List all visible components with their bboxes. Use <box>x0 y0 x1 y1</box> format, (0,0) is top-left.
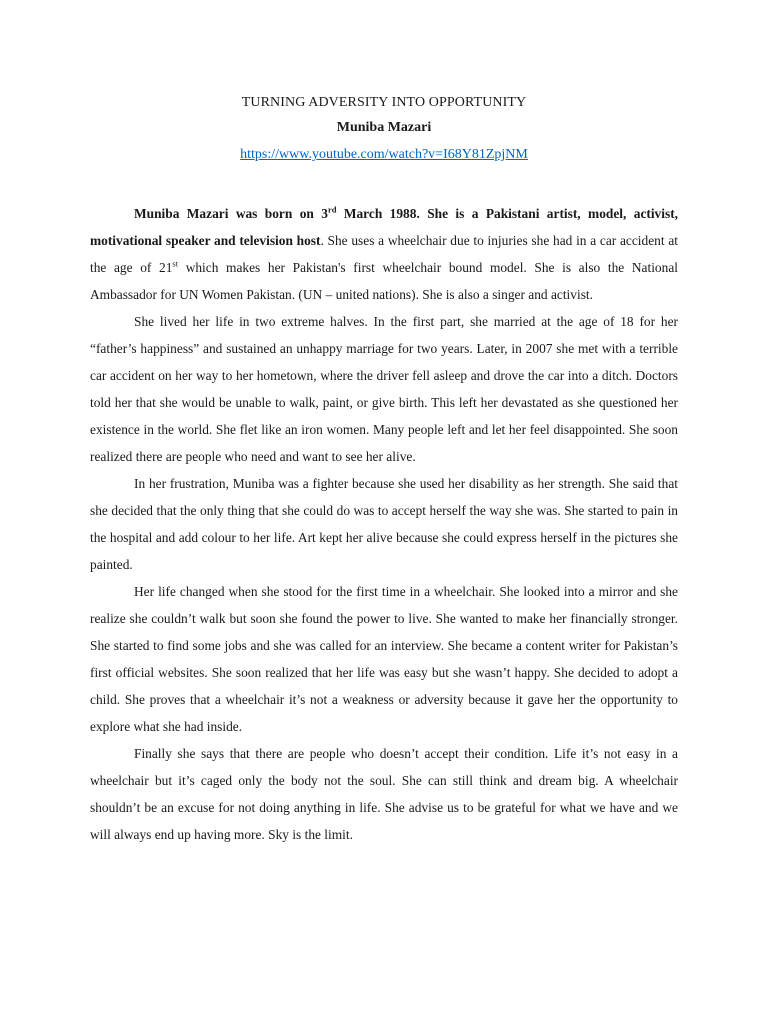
document-author: Muniba Mazari <box>336 120 432 135</box>
p1-superscript-st: st <box>172 258 179 269</box>
p1-text-part-2: which makes her Pakistan's first wheelchair bound model. She is also the National Ambassador for UN Women Pakistan. (UN – united nations). She is also a singer and activist. <box>90 260 678 302</box>
paragraph-5: Finally she says that there are people who doesn’t accept their condition. Life it’s not easy in a wheelchair but it’s caged only the body not the soul. She can still think and dream big. A wheelchair shouldn’t be an excuse for not doing anything in life. She advise us to be grateful for what we have and we will always end up having more. Sky is the limit. <box>90 746 678 842</box>
paragraph-4: Her life changed when she stood for the first time in a wheelchair. She looked into a mirror and she realize she couldn’t walk but soon she found the power to live. She wanted to make her financially stronger. She started to find some jobs and she was called for an interview. She became a content writer for Pakistan’s first official websites. She soon realized that her life was easy but she wasn’t happy. She decided to adopt a child. She proves that a wheelchair it’s not a weakness or adversity because it gave her the opportunity to explore what she had inside. <box>90 584 678 734</box>
document-title: TURNING ADVERSITY INTO OPPORTUNITY <box>241 95 527 110</box>
p1-text-part-1: . She uses a wheelchair due to injuries she had in a car accident at the age of 21 <box>90 233 678 275</box>
p1-bold-description: March 1988. She is a Pakistani artist, model, activist, motivational speaker and television host <box>90 206 678 248</box>
p1-bold-intro: Muniba Mazari was born on 3 <box>134 206 328 221</box>
document-page <box>90 92 678 848</box>
document-body <box>90 200 678 848</box>
paragraph-2: She lived her life in two extreme halves. In the first part, she married at the age of 18 for her “father’s happiness” and sustained an unhappy marriage for two years. Later, in 2007 she met with a terrible car accident on her way to her hometown, where the driver fell asleep and drove the car into a ditch. Doctors told her that she would be unable to walk, paint, or give birth. This left her devastated as she questioned her existence in the world. She flet like an iron women. Many people left and let her feel disappointed. She soon realized there are people who need and want to see her alive. <box>90 314 678 464</box>
p1-superscript-rd: rd <box>327 204 337 215</box>
paragraph-3: In her frustration, Muniba was a fighter because she used her disability as her strength. She said that she decided that the only thing that she could do was to accept herself the way she was. She started to pain in the hospital and add colour to her life. Art kept her alive because she could express herself in the pictures she painted. <box>90 476 678 572</box>
video-link[interactable]: https://www.youtube.com/watch?v=I68Y81ZpjNM <box>240 147 528 162</box>
paragraph-1 <box>90 200 678 308</box>
video-link-line <box>90 142 678 168</box>
